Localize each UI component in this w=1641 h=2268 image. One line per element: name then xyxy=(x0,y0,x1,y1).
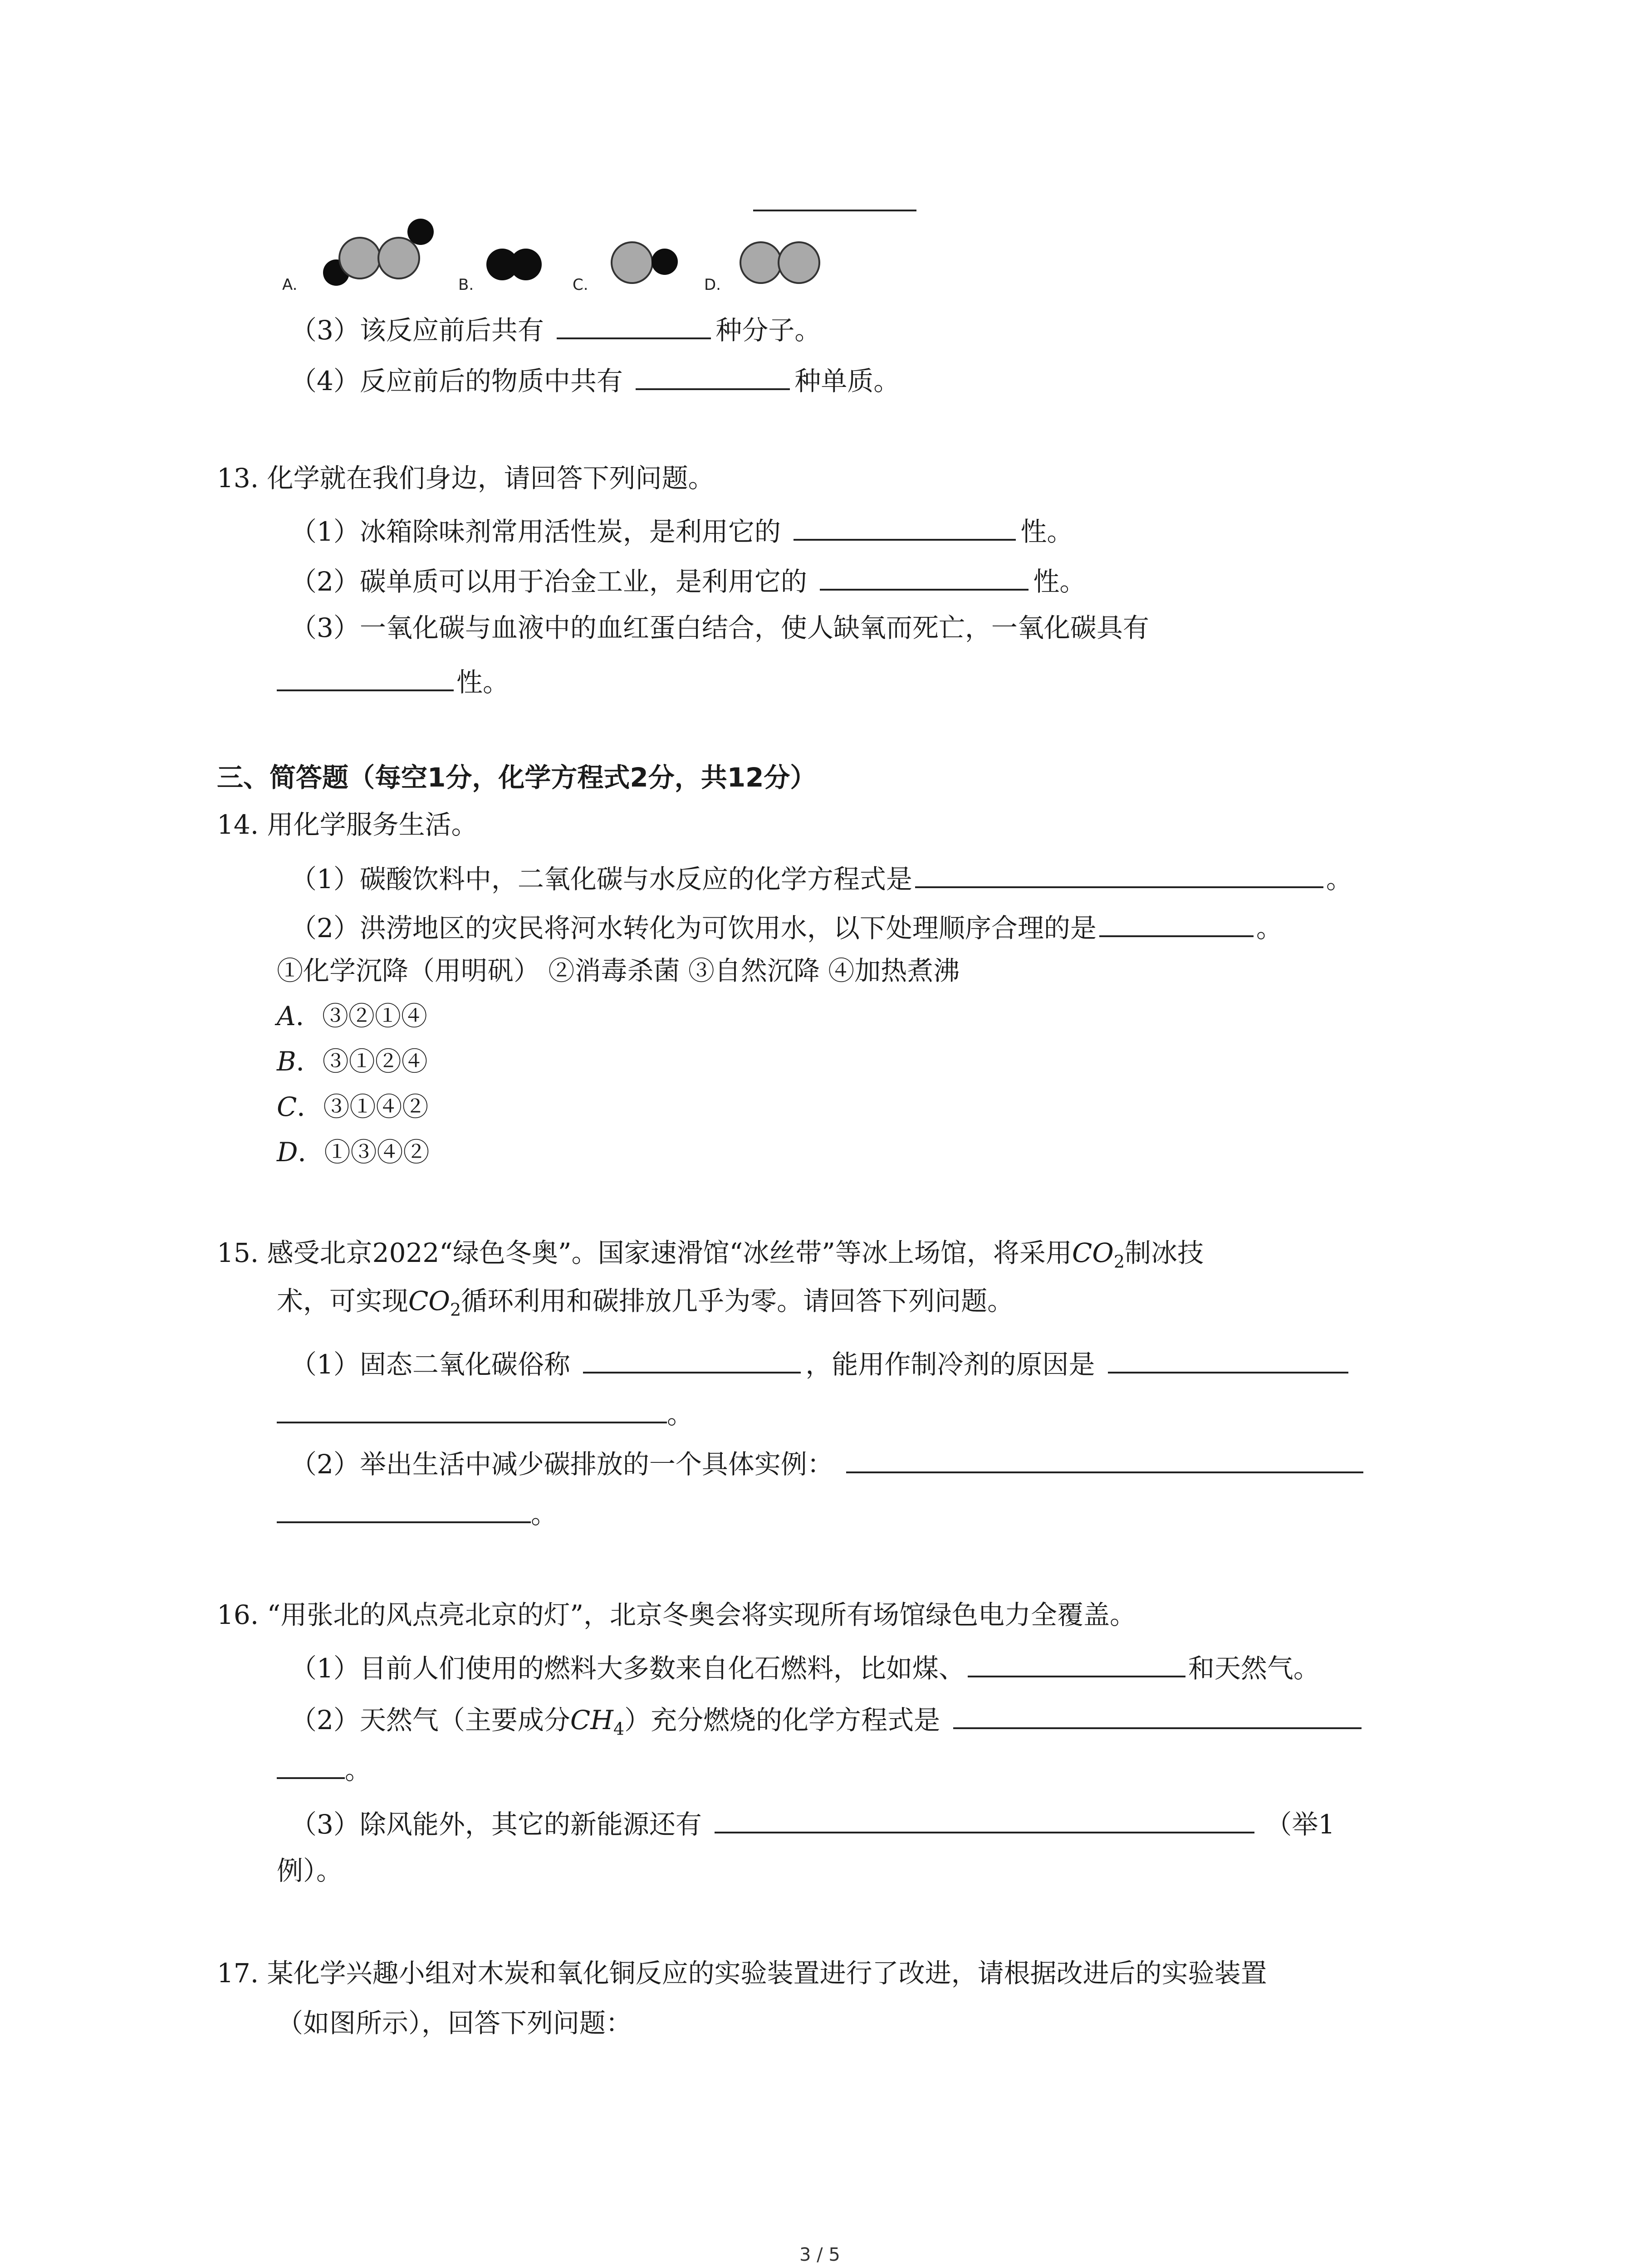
q16-part1: （1）目前人们使用的燃料大多数来自化石燃料，比如煤、 和天然气。 xyxy=(290,1647,1320,1686)
q14-part1: （1）碳酸饮料中，二氧化碳与水反应的化学方程式是 。 xyxy=(290,857,1352,897)
answer-blank[interactable] xyxy=(277,660,454,691)
answer-blank[interactable] xyxy=(915,857,1323,888)
large-atom xyxy=(611,241,653,284)
q12-part4: （4）反应前后的物质中共有 种单质。 xyxy=(290,359,900,399)
answer-blank[interactable] xyxy=(753,210,916,211)
option-d-label: D. xyxy=(704,276,721,294)
q14-option-d[interactable]: D．①③④② xyxy=(277,1137,430,1168)
small-atom xyxy=(652,249,678,275)
section-heading: 三、简答题（每空1分，化学方程式2分，共12分） xyxy=(217,762,817,793)
q15-line1: 15. 感受北京2022“绿色冬奥”。国家速滑馆“冰丝带”等冰上场馆，将采用$CO_2$制冰技 xyxy=(217,1237,1204,1272)
q14-stem: 14. 用化学服务生活。 xyxy=(217,809,478,840)
q14-option-a[interactable]: A．③②①④ xyxy=(277,1001,427,1031)
q15-part2: （2）举出生活中减少碳排放的一个具体实例： xyxy=(290,1442,1363,1482)
answer-blank[interactable] xyxy=(953,1698,1362,1729)
q16-part3-cont: 例）。 xyxy=(277,1855,343,1886)
q13-part1: （1）冰箱除味剂常用活性炭，是利用它的 性。 xyxy=(290,510,1073,550)
answer-blank[interactable] xyxy=(1108,1343,1348,1374)
q14-steps: ①化学沉降（用明矾） ②消毒杀菌 ③自然沉降 ④加热煮沸 xyxy=(277,955,960,986)
q13-part3-cont: 性。 xyxy=(277,660,509,700)
answer-blank[interactable] xyxy=(846,1442,1363,1473)
answer-blank[interactable] xyxy=(557,308,711,339)
small-atom xyxy=(510,249,542,280)
q14-option-c[interactable]: C．③①④② xyxy=(277,1091,429,1122)
large-atom xyxy=(740,241,782,284)
q13-part3: （3）一氧化碳与血液中的血红蛋白结合，使人缺氧而死亡，一氧化碳具有 xyxy=(290,612,1149,643)
answer-blank[interactable] xyxy=(277,1748,345,1779)
large-atom xyxy=(778,241,820,284)
q12-part3: （3）该反应前后共有 种分子。 xyxy=(290,308,821,348)
answer-blank[interactable] xyxy=(636,359,790,390)
option-b-label: B. xyxy=(458,276,474,294)
answer-blank[interactable] xyxy=(277,1393,667,1423)
q14-option-b[interactable]: B．③①②④ xyxy=(277,1046,428,1077)
option-a-label: A. xyxy=(282,276,298,294)
answer-blank[interactable] xyxy=(715,1803,1254,1833)
large-atom xyxy=(338,237,381,279)
answer-blank[interactable] xyxy=(794,510,1016,541)
answer-blank[interactable] xyxy=(820,560,1029,591)
page-number: 3 / 5 xyxy=(799,2244,840,2265)
answer-blank[interactable] xyxy=(583,1343,801,1374)
q16-stem: 16. “用张北的风点亮北京的灯”，北京冬奥会将实现所有场馆绿色电力全覆盖。 xyxy=(217,1599,1136,1630)
q15-line2: 术，可实现$CO_2$循环利用和碳排放几乎为零。请回答下列问题。 xyxy=(277,1286,1014,1320)
q14-part2: （2）洪涝地区的灾民将河水转化为可饮用水，以下处理顺序合理的是 。 xyxy=(290,906,1283,946)
option-c-label: C. xyxy=(573,276,588,294)
q17-line2: （如图所示），回答下列问题： xyxy=(277,2008,632,2038)
q16-part3: （3）除风能外，其它的新能源还有 （举1 xyxy=(290,1803,1335,1843)
answer-blank[interactable] xyxy=(1099,906,1254,937)
q17-line1: 17. 某化学兴趣小组对木炭和氧化铜反应的实验装置进行了改进，请根据改进后的实验装置 xyxy=(217,1958,1267,1989)
q16-part2-cont: 。 xyxy=(277,1748,371,1788)
q13-part2: （2）碳单质可以用于冶金工业，是利用它的 性。 xyxy=(290,560,1086,600)
q15-part2-cont: 。 xyxy=(277,1492,557,1532)
small-atom xyxy=(407,219,434,245)
q16-part2: （2）天然气（主要成分$CH_4$）充分燃烧的化学方程式是 xyxy=(290,1698,1362,1747)
q13-stem: 13. 化学就在我们身边，请回答下列问题。 xyxy=(217,463,715,494)
answer-blank[interactable] xyxy=(968,1647,1185,1677)
q15-part1-cont: 。 xyxy=(277,1393,693,1432)
q15-part1: （1）固态二氧化碳俗称 ，能用作制冷剂的原因是 xyxy=(290,1343,1348,1383)
answer-blank[interactable] xyxy=(277,1492,531,1523)
